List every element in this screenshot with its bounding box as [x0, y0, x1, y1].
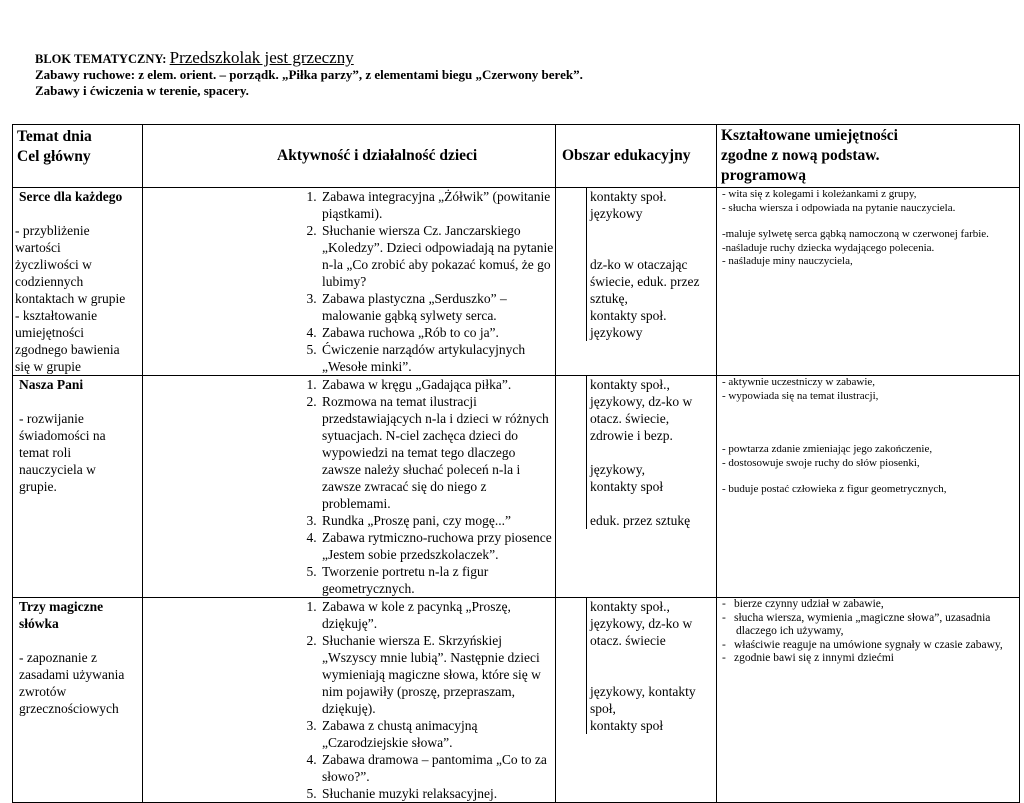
- skill-line: - wypowiada się na temat ilustracji,: [722, 389, 879, 402]
- blok-label: BLOK TEMATYCZNY:: [35, 52, 167, 66]
- skill-item: - zgodnie bawi się z innymi dziećmi: [736, 652, 1014, 666]
- area-line: kontakty społ: [590, 479, 664, 494]
- table-row: [13, 598, 1020, 803]
- goal-line: świadomości na: [19, 428, 106, 443]
- activity-item: 5. Ćwiczenie narządów artykulacyjnych „Wesołe minki”.: [320, 341, 555, 375]
- blok-line: [35, 50, 995, 67]
- col-header-skills-line3: programową: [721, 167, 806, 184]
- skill-line: - aktywnie uczestniczy w zabawie,: [722, 376, 876, 388]
- goal-line: grzecznościowych: [19, 701, 119, 716]
- area-cell: [556, 598, 717, 803]
- activity-item: 5. Słuchanie muzyki relaksacyjnej.: [320, 785, 555, 802]
- activity-item: 1. Zabawa integracyjna „Żółwik” (powitanie piąstkami).: [320, 188, 555, 222]
- area-line: społ,: [590, 701, 616, 716]
- skill-line: - naśladuje miny nauczyciela,: [722, 255, 853, 267]
- area-line: językowy, dz-ko w: [590, 616, 693, 631]
- goal-line: zasadami używania: [19, 667, 125, 682]
- area-line: otacz. świecie: [590, 633, 666, 648]
- area-cell: [556, 376, 717, 598]
- area-line: eduk. przez sztukę: [590, 513, 691, 528]
- area-line: kontakty społ.: [590, 308, 667, 323]
- activity-item: 4. Zabawa dramowa – pantomima „Co to za słowo?”.: [320, 751, 555, 785]
- goal-line: grupie.: [19, 479, 57, 494]
- activities-cell: [143, 598, 556, 803]
- col-header-topic: [13, 125, 143, 188]
- topic-cell: [13, 188, 143, 376]
- area-line: zdrowie i bezp.: [590, 428, 673, 443]
- col-header-topic-line1: Temat dnia: [17, 128, 92, 145]
- activities-cell: [143, 188, 556, 376]
- area-line: językowy: [590, 206, 643, 221]
- col-header-skills-line1: Kształtowane umiejętności: [721, 127, 898, 144]
- skill-item: - właściwie reaguje na umówione sygnały w czasie zabawy,: [736, 639, 1014, 653]
- goal-line: codziennych: [15, 274, 84, 289]
- area-line: kontakty społ.,: [590, 599, 670, 614]
- skills-cell: [717, 376, 1020, 598]
- topic-title: Trzy magiczne: [19, 599, 104, 614]
- area-line: sztukę,: [590, 291, 628, 306]
- col-header-topic-line2: Cel główny: [17, 148, 91, 165]
- area-line: kontakty społ.,: [590, 377, 670, 392]
- col-header-skills-line2: zgodne z nową podstaw.: [721, 147, 880, 164]
- area-line: kontakty społ: [590, 718, 664, 733]
- area-cell: [556, 188, 717, 376]
- table-header-row: [13, 125, 1020, 188]
- area-line: świecie, eduk. przez: [590, 274, 700, 289]
- area-text: [586, 376, 716, 529]
- area-line: językowy, kontakty: [590, 684, 696, 699]
- skill-line: - wita się z kolegami i koleżankami z grupy,: [722, 188, 917, 200]
- area-text: [586, 188, 716, 341]
- skill-line: -naśladuje ruchy dziecka wydającego polecenia.: [722, 241, 935, 254]
- activity-item: 3. Rundka „Proszę pani, czy mogę...”: [320, 512, 555, 529]
- document-header: [35, 50, 995, 99]
- goal-line: zgodnego bawienia: [15, 342, 120, 357]
- goal-line: - rozwijanie: [19, 411, 84, 426]
- goal-line: umiejętności: [15, 325, 84, 340]
- activity-item: 4. Zabawa ruchowa „Rób to co ja”.: [320, 324, 555, 341]
- topic-title: Serce dla każdego: [19, 189, 123, 204]
- col-header-skills: [717, 125, 1020, 188]
- activities-cell: [143, 376, 556, 598]
- area-line: językowy, dz-ko w: [590, 394, 693, 409]
- col-header-activities: Aktywność i działalność dzieci: [143, 125, 556, 188]
- area-line: językowy,: [590, 462, 645, 477]
- skill-line: - powtarza zdanie zmieniając jego zakończenie,: [722, 443, 933, 455]
- activity-item: 4. Zabawa rytmiczno-ruchowa przy piosence „Jestem sobie przedszkolaczek”.: [320, 529, 555, 563]
- header-line-3: Zabawy i ćwiczenia w terenie, spacery.: [35, 83, 249, 98]
- header-line-2: Zabawy ruchowe: z elem. orient. – porządk. „Piłka parzy”, z elementami biegu „Czerwony berek”.: [35, 67, 583, 82]
- area-line: dz-ko w otaczając: [590, 257, 688, 272]
- area-line: otacz. świecie,: [590, 411, 670, 426]
- activity-item: 2. Rozmowa na temat ilustracji przedstawiających n-la i dzieci w różnych sytuacjach. N-ciel zachęca dzieci do wypowiedzi na temat tego dlaczego zawsze należy słuchać poleceń n-la i zawsze zwracać się do niego z problemami.: [320, 393, 555, 512]
- goal-line: zwrotów: [19, 684, 67, 699]
- goal-line: temat roli: [19, 445, 72, 460]
- skills-cell: [717, 598, 1020, 803]
- goal-line: - zapoznanie z: [19, 650, 97, 665]
- goal-line: kontaktach w grupie: [15, 291, 126, 306]
- skill-line: - dostosowuje swoje ruchy do słów piosenki,: [722, 456, 920, 469]
- activity-item: 3. Zabawa plastyczna „Serduszko” – malowanie gąbką sylwety serca.: [320, 290, 555, 324]
- goal-line: się w grupie: [15, 359, 81, 374]
- skill-item: - bierze czynny udział w zabawie,: [736, 598, 1014, 612]
- skill-line: -maluje sylwetę serca gąbką namoczoną w czerwonej farbie.: [722, 228, 989, 240]
- topic-title-line2: słówka: [19, 616, 59, 631]
- skills-cell: [717, 188, 1020, 376]
- goal-line: nauczyciela w: [19, 462, 96, 477]
- skill-item: - słucha wiersza, wymienia „magiczne słowa”, uzasadnia dlaczego ich używamy,: [736, 612, 1014, 639]
- activity-item: 3. Zabawa z chustą animacyjną „Czarodziejskie słowa”.: [320, 717, 555, 751]
- area-text: [586, 598, 716, 734]
- activity-item: 1. Zabawa w kole z pacynką „Proszę, dziękuję”.: [320, 598, 555, 632]
- blok-title: Przedszkolak jest grzeczny: [169, 48, 354, 67]
- topic-title: Nasza Pani: [19, 377, 84, 392]
- skill-line: - buduje postać człowieka z figur geometrycznych,: [722, 483, 947, 495]
- activity-item: 2. Słuchanie wiersza Cz. Janczarskiego „Koledzy”. Dzieci odpowiadają na pytanie n-la „Co zrobić aby pokazać komuś, że go lubimy?: [320, 222, 555, 290]
- goal-line: wartości: [15, 240, 61, 255]
- area-line: kontakty społ.: [590, 189, 667, 204]
- topic-cell: [13, 376, 143, 598]
- lesson-plan-table: [12, 124, 1020, 803]
- activity-item: 5. Tworzenie portretu n-la z figur geometrycznych.: [320, 563, 555, 597]
- topic-cell: [13, 598, 143, 803]
- activity-item: 2. Słuchanie wiersza E. Skrzyńskiej „Wszyscy mnie lubią”. Następnie dzieci wymieniają magiczne słowa, które się w nim pojawiły (proszę, przepraszam, dziękuję).: [320, 632, 555, 717]
- area-line: językowy: [590, 325, 643, 340]
- skill-line: - słucha wiersza i odpowiada na pytanie nauczyciela.: [722, 201, 956, 214]
- goal-line: - kształtowanie: [15, 308, 98, 323]
- col-header-area: Obszar edukacyjny: [556, 125, 717, 188]
- table-row: [13, 188, 1020, 376]
- goal-line: - przybliżenie: [15, 223, 90, 238]
- table-row: [13, 376, 1020, 598]
- goal-line: życzliwości w: [15, 257, 92, 272]
- activity-item: 1. Zabawa w kręgu „Gadająca piłka”.: [320, 376, 555, 393]
